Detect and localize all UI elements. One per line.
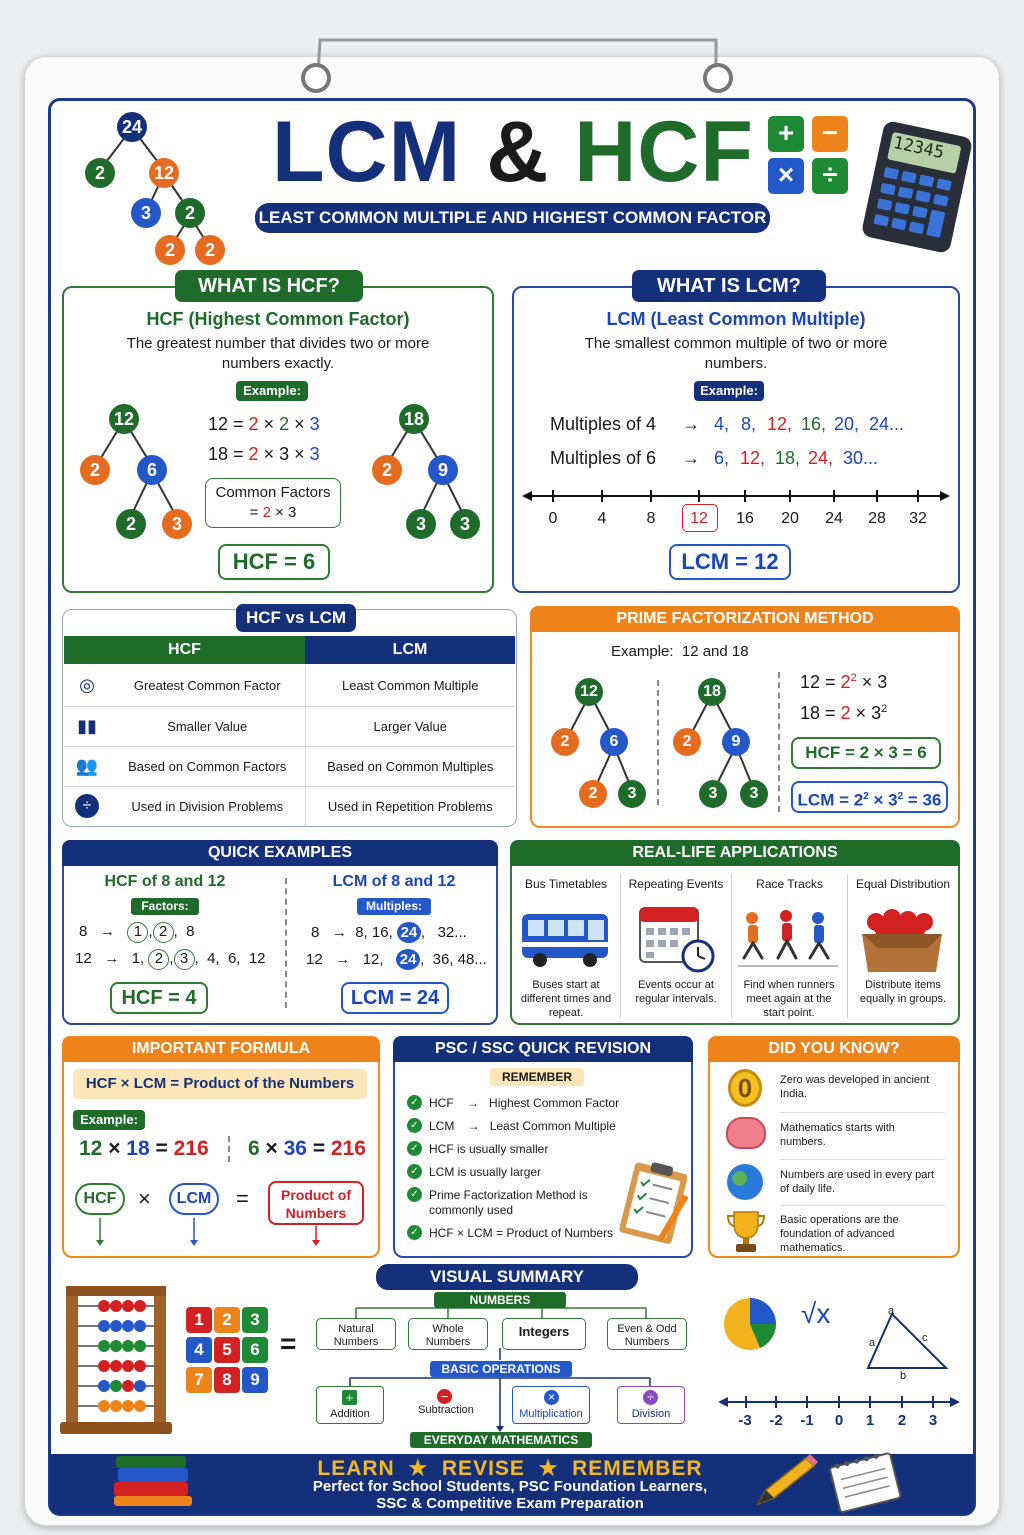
tree-node: 3 (618, 780, 646, 808)
multiple: 16, (801, 414, 827, 434)
quick-lcm-result: LCM = 24 (341, 982, 449, 1014)
hcf-description: The greatest number that divides two or more numbers exactly. (126, 335, 430, 372)
equals-symbol: = (236, 1186, 249, 1211)
real-card-tag: REAL-LIFE APPLICATIONS (510, 840, 960, 866)
division-label: Division (631, 1408, 671, 1420)
dyk-item: Numbers are used in every part of daily life. (780, 1169, 935, 1195)
page-subtitle: LEAST COMMON MULTIPLE AND HIGHEST COMMON FACTOR (255, 203, 770, 233)
vs-cell: Greatest Common Factor (110, 666, 305, 706)
hcf-heading: HCF (Highest Common Factor) (146, 309, 410, 329)
prime-eq-12: $12 = 2^2 \times 3$ (800, 672, 888, 692)
vs-col-hcf: HCF (64, 636, 305, 664)
target-icon: ◎ (64, 666, 110, 706)
number-tile: 4 (186, 1337, 212, 1363)
multiple: 20, (834, 414, 860, 434)
prime-eq-18: $18 = 2 \times 3^2$ (800, 703, 888, 723)
globe-icon (727, 1164, 763, 1200)
multiplication-label: Multiplication (519, 1408, 583, 1420)
brain-icon (726, 1117, 766, 1149)
calculator-display: 12345 (891, 132, 946, 164)
tick-label: 28 (868, 510, 886, 527)
vs-cell: Smaller Value (110, 706, 305, 746)
addition-label: Addition (330, 1408, 370, 1420)
tree-node: 2 (85, 158, 115, 188)
divider (657, 680, 659, 805)
prime-example: Example: 12 and 18 (611, 643, 749, 660)
tick-label: 32 (909, 510, 927, 527)
number-tile: 1 (186, 1307, 212, 1333)
real-item-title: Race Tracks (756, 877, 823, 891)
axis-label: -3 (738, 1412, 752, 1429)
dyk-item: Zero was developed in ancient India. (780, 1074, 930, 1100)
number-tile: 9 (242, 1367, 268, 1393)
prime-lcm-result: LCM = $2^2 \times 3^2 = 36$ (791, 781, 948, 813)
footer-line-1: Perfect for School Students, PSC Foundation Learners, (312, 1478, 708, 1495)
vs-cell: Based on Common Factors (110, 746, 305, 786)
table-row (64, 666, 515, 706)
footer-line-2: SSC & Competitive Exam Preparation (376, 1495, 644, 1512)
vs-cell: Used in Division Problems (110, 786, 305, 826)
number-tile: 6 (242, 1337, 268, 1363)
hcf-example-tag: Example: (236, 381, 308, 401)
formula-example-tag: Example: (73, 1110, 145, 1130)
times-symbol: × (138, 1186, 151, 1211)
check-icon: ✓ (407, 1164, 422, 1179)
subtraction-label: Subtraction (418, 1404, 474, 1416)
people-icon: 👥 (64, 746, 110, 786)
psc-item: HCF is usually smaller (429, 1142, 549, 1156)
real-item-desc: Find when runners meet again at the start point. (743, 979, 835, 1019)
vs-table (64, 666, 515, 826)
axis-label: 0 (834, 1412, 844, 1429)
real-item-desc: Buses start at different times and repeat. (520, 979, 612, 1019)
table-row (64, 786, 515, 826)
tree-node: 3 (740, 780, 768, 808)
triangle-icon (866, 1308, 956, 1378)
apple-box-icon (858, 908, 948, 974)
tree-node: 3 (450, 509, 480, 539)
tree-node: 2 (372, 455, 402, 485)
divider (780, 1112, 945, 1113)
tree-node: 2 (175, 198, 205, 228)
tree-node: 2 (80, 455, 110, 485)
tree-node: 2 (579, 780, 607, 808)
whole-numbers-box: Whole Numbers (408, 1318, 488, 1350)
formula-card-tag: IMPORTANT FORMULA (62, 1036, 380, 1062)
factors-tag: Factors: (131, 898, 199, 915)
pie-chart-icon (722, 1296, 782, 1356)
triangle-label: b (900, 1370, 907, 1382)
check-icon: ✓ (407, 1095, 422, 1110)
hcf-eq-18: 18 = 2 × 3 × 3 (208, 444, 320, 464)
lcm-card-tag: WHAT IS LCM? (632, 270, 826, 302)
psc-item: Prime Factorization Method is commonly used (429, 1188, 588, 1217)
quick-hcf-title: HCF of 8 and 12 (104, 873, 226, 890)
vs-col-lcm: LCM (305, 636, 515, 664)
trophy-icon (726, 1210, 766, 1254)
tree-node: 12 (109, 404, 139, 434)
axis-label: 1 (865, 1412, 875, 1429)
multiples-of-4-label: Multiples of 4 (550, 414, 657, 434)
page-title: LCM & HCF (272, 104, 754, 200)
triangle-label: a (888, 1305, 895, 1317)
multiply-icon: × (768, 158, 804, 194)
arrow: → (682, 414, 700, 434)
tree-node: 2 (155, 235, 185, 265)
divider (780, 1205, 945, 1206)
formula-ex2: 6 × 36 = 216 (248, 1137, 366, 1160)
axis-label: 2 (897, 1412, 907, 1429)
factors-of-12: 12 → 1, 2 , 3 , 4, 6, 12 (75, 949, 266, 970)
psc-item: LCM is usually larger (429, 1165, 542, 1179)
psc-card-tag: PSC / SSC QUICK REVISION (393, 1036, 693, 1062)
remember-tag: REMEMBER (490, 1068, 584, 1086)
numbers-tag: NUMBERS (434, 1292, 566, 1308)
tick-label: 8 (646, 510, 656, 527)
vs-cell: Based on Common Multiples (305, 746, 515, 786)
runners-icon (738, 908, 838, 974)
formula-main: HCF × LCM = Product of the Numbers (73, 1069, 367, 1099)
divider (731, 874, 732, 1018)
tick-label: 16 (736, 510, 754, 527)
check-icon: ✓ (407, 1141, 422, 1156)
number-tile: 8 (214, 1367, 240, 1393)
ring-right-icon (705, 65, 731, 91)
lcm-example-tag: Example: (694, 381, 764, 401)
tree-node: 9 (428, 455, 458, 485)
divider (778, 672, 780, 812)
lcm-description: The smallest common multiple of two or more numbers. (584, 335, 888, 372)
multiples-of-8: 8 → 8, 16, 24 , 32... (311, 924, 467, 941)
divide-icon: ÷ (64, 786, 110, 826)
calendar-clock-icon (636, 902, 716, 974)
dyk-item: Mathematics starts with numbers. (780, 1122, 895, 1148)
multiple: 12, (740, 448, 766, 468)
real-item-desc: Distribute items equally in groups. (859, 979, 947, 1005)
tree-node: 3 (162, 509, 192, 539)
even-odd-numbers-box: Even & Odd Numbers (607, 1318, 687, 1350)
tick-label: 12 (690, 510, 708, 527)
lcm-number-line (520, 482, 960, 512)
multiple: 30... (843, 448, 879, 468)
triangle-label: c (922, 1332, 928, 1344)
pencil-icon (750, 1452, 820, 1512)
tick-label: 24 (825, 510, 843, 527)
visual-summary-tag: VISUAL SUMMARY (376, 1264, 638, 1290)
tree-node: 2 (673, 728, 701, 756)
hcf-result: HCF = 6 (218, 544, 330, 580)
abacus-icon (60, 1282, 180, 1442)
psc-item: LCM → Least Common Multiple (429, 1119, 616, 1133)
natural-numbers-box: Natural Numbers (316, 1318, 396, 1350)
multiply-icon: × (544, 1390, 559, 1405)
divider (847, 874, 848, 1018)
lcm-result: LCM = 12 (669, 544, 791, 580)
quick-lcm-title: LCM of 8 and 12 (332, 873, 456, 890)
tree-node: 2 (551, 728, 579, 756)
hcf-eq-12: 12 = 2 × 2 × 3 (208, 414, 320, 434)
integers-box: Integers (502, 1318, 586, 1350)
multiple: 18, (775, 448, 801, 468)
formula-hcf-bubble: HCF (75, 1183, 125, 1215)
vs-cell: Used in Repetition Problems (327, 798, 493, 814)
real-item-desc: Events occur at regular intervals. (635, 979, 717, 1005)
clipboard-icon (616, 1160, 696, 1250)
multiple: 8, (741, 414, 757, 434)
prime-card-tag: PRIME FACTORIZATION METHOD (530, 606, 960, 632)
number-tile: 2 (214, 1307, 240, 1333)
check-icon: ✓ (407, 1187, 422, 1202)
quick-hcf-result: HCF = 4 (110, 982, 208, 1014)
dyk-card-tag: DID YOU KNOW? (708, 1036, 960, 1062)
tree-node: 12 (149, 158, 179, 188)
axis-label: -2 (769, 1412, 783, 1429)
multiple: 24, (808, 448, 834, 468)
tree-node: 2 (116, 509, 146, 539)
books-icon (108, 1452, 198, 1512)
number-tile: 3 (242, 1307, 268, 1333)
minus-icon: − (437, 1389, 452, 1404)
plus-icon: + (342, 1390, 357, 1405)
dyk-item: Basic operations are the foundation of advanced mathematics. (780, 1214, 899, 1254)
divide-icon: ÷ (643, 1390, 658, 1405)
psc-item: HCF × LCM = Product of Numbers (429, 1226, 614, 1240)
tree-node: 6 (137, 455, 167, 485)
check-icon: ✓ (407, 1118, 422, 1133)
lcm-heading: LCM (Least Common Multiple) (606, 309, 866, 329)
common-factors-box: Common Factors = 2 × 3 (205, 478, 341, 528)
equals-symbol: = (280, 1328, 297, 1359)
tree-node: 18 (698, 678, 726, 706)
plus-icon: + (768, 116, 804, 152)
arrow: → (682, 448, 700, 468)
tree-node: 18 (399, 404, 429, 434)
vs-card-tag: HCF vs LCM (236, 604, 356, 632)
formula-arrows (62, 1216, 392, 1246)
notepad-icon (824, 1450, 904, 1514)
tree-node: 2 (195, 235, 225, 265)
ring-left-icon (303, 65, 329, 91)
real-item-title: Repeating Events (628, 877, 724, 891)
bus-icon (520, 910, 612, 970)
tree-node: 9 (722, 728, 750, 756)
vs-cell: Larger Value (305, 706, 515, 746)
divider (228, 1136, 230, 1162)
everyday-mathematics-tag: EVERYDAY MATHEMATICS (410, 1432, 592, 1448)
multiples-of-12: 12 → 12, 24 , 36, 48... (306, 951, 487, 968)
minus-icon: − (812, 116, 848, 152)
formula-product-box: Product of Numbers (268, 1181, 364, 1225)
number-tile: 5 (214, 1337, 240, 1363)
basic-operations-tag: BASIC OPERATIONS (430, 1361, 572, 1377)
real-item-title: Bus Timetables (524, 877, 608, 891)
multiples-of-6-label: Multiples of 6 (550, 448, 657, 468)
tree-node: 12 (575, 678, 603, 706)
divider (285, 878, 287, 1008)
tick-label: 20 (781, 510, 799, 527)
tree-node: 6 (600, 728, 628, 756)
vs-cell: Least Common Multiple (305, 666, 515, 706)
prime-hcf-result: HCF = 2 × 3 = 6 (791, 737, 941, 769)
divider (620, 874, 621, 1018)
formula-ex1: 12 × 18 = 216 (79, 1137, 209, 1160)
table-row (64, 746, 515, 786)
tree-node: 3 (131, 198, 161, 228)
multiple: 24... (869, 414, 905, 434)
tree-node: 3 (406, 509, 436, 539)
hcf-card-tag: WHAT IS HCF? (175, 270, 363, 302)
integer-number-line (718, 1392, 968, 1412)
tree-node: 24 (117, 112, 147, 142)
check-icon: ✓ (407, 1225, 422, 1240)
number-tile: 7 (186, 1367, 212, 1393)
table-row (64, 706, 515, 746)
axis-label: -1 (800, 1412, 814, 1429)
multiples-tag: Multiples: (357, 898, 431, 915)
psc-item: HCF → Highest Common Factor (429, 1096, 620, 1110)
tick-label: 4 (597, 510, 607, 527)
factors-of-8: 8 → 1 , 2 , 8 (79, 922, 194, 943)
multiple: 6, (714, 448, 730, 468)
sqrt-symbol: √x (801, 1298, 831, 1329)
formula-lcm-bubble: LCM (169, 1183, 219, 1215)
triangle-label: a (869, 1337, 876, 1349)
axis-label: 3 (928, 1412, 938, 1429)
divider (780, 1159, 945, 1160)
multiple: 4, (714, 414, 730, 434)
footer-tagline: LEARN ★ REVISE ★ REMEMBER (317, 1457, 703, 1480)
real-item-title: Equal Distribution (855, 877, 951, 891)
tick-label: 0 (548, 510, 558, 527)
quick-card-tag: QUICK EXAMPLES (62, 840, 498, 866)
zero-icon: 0 (728, 1069, 762, 1107)
bar-chart-icon: ▮▮ (64, 706, 110, 746)
divide-icon: ÷ (812, 158, 848, 194)
multiple: 12, (767, 414, 793, 434)
tree-node: 3 (699, 780, 727, 808)
